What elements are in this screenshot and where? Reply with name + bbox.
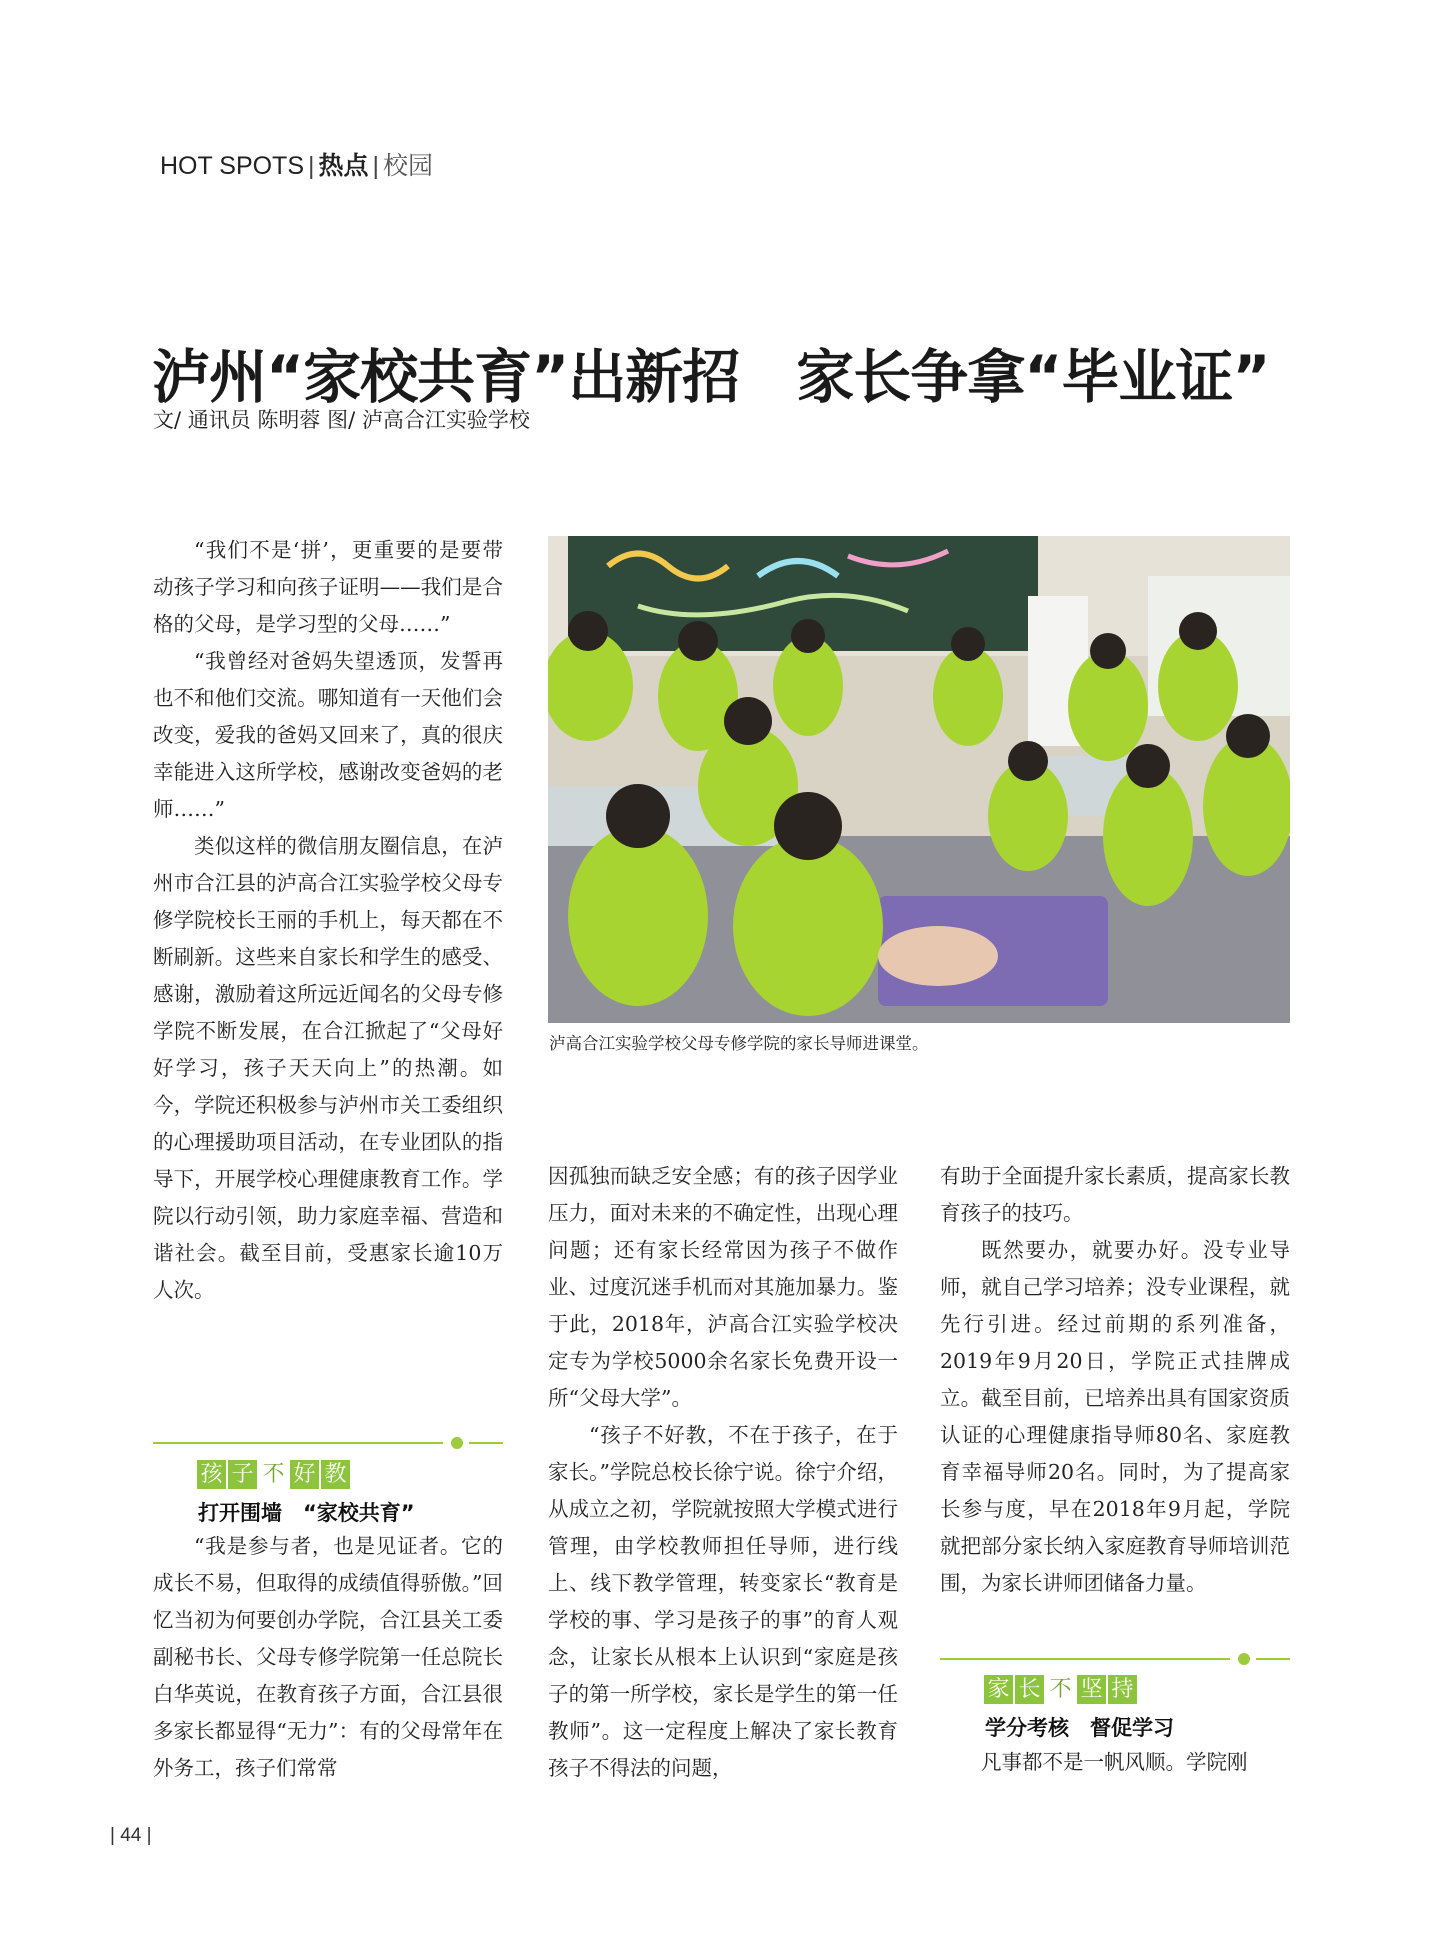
paragraph: 凡事都不是一帆风顺。学院刚 xyxy=(981,1750,1248,1774)
badge-char: 不 xyxy=(1049,1677,1072,1702)
article-title: 泸州“家校共育”出新招 家长争拿“毕业证” xyxy=(152,343,1270,411)
header-separator: | xyxy=(372,152,380,180)
badge-char: 子 xyxy=(228,1460,257,1489)
badge-char: 坚 xyxy=(1077,1675,1106,1704)
column-3 xyxy=(940,1158,1290,1602)
section-1-body xyxy=(153,1528,503,1787)
badge-char: 持 xyxy=(1108,1675,1137,1704)
paragraph: 有助于全面提升家长素质，提高家长教育孩子的技巧。 xyxy=(940,1164,1290,1225)
badge-char: 不 xyxy=(262,1462,285,1487)
page-number: | 44 | xyxy=(110,1825,152,1846)
photo-caption: 泸高合江实验学校父母专修学院的家长导师进课堂。 xyxy=(549,1034,929,1053)
section-subhead: 学分考核 督促学习 xyxy=(985,1716,1174,1740)
article-byline: 文/ 通讯员 陈明蓉 图/ 泸高合江实验学校 xyxy=(153,408,530,432)
section-divider-dot xyxy=(451,1437,463,1449)
section-divider-line xyxy=(1256,1658,1290,1660)
paragraph: “我们不是‘拼’，更重要的是要带动孩子学习和向孩子证明——我们是合格的父母，是学习型的父母……” xyxy=(153,538,503,636)
badge-char: 长 xyxy=(1015,1675,1044,1704)
page-number-value: 44 xyxy=(120,1825,142,1846)
section-badge xyxy=(984,1675,1137,1704)
paragraph: 因孤独而缺乏安全感；有的孩子因学业压力，面对未来的不确定性，出现心理问题；还有家长经常因为孩子不做作业、过度沉迷手机而对其施加暴力。鉴于此，2018年，泸高合江实验学校决定专为学校5000余名家长免费开设一所“父母大学”。 xyxy=(548,1164,898,1410)
badge-char: 好 xyxy=(290,1460,319,1489)
section-2-body xyxy=(940,1744,1290,1781)
paragraph: 类似这样的微信朋友圈信息，在泸州市合江县的泸高合江实验学校父母专修学院校长王丽的手机上，每天都在不断刷新。这些来自家长和学生的感受、感谢，激励着这所远近闻名的父母专修学院不断发展，在合江掀起了“父母好好学习，孩子天天向上”的热潮。如今，学院还积极参与泸州市关工委组织的心理援助项目活动，在专业团队的指导下，开展学校心理健康教育工作。学院以行动引领，助力家庭幸福、营造和谐社会。截至目前，受惠家长逾10万人次。 xyxy=(153,834,503,1302)
paragraph: “孩子不好教，不在于孩子，在于家长。”学院总校长徐宁说。徐宁介绍，从成立之初，学院就按照大学模式进行管理，由学校教师担任导师，进行线上、线下教学管理，转变家长“教育是学校的事、学习是孩子的事”的育人观念，让家长从根本上认识到“家庭是孩子的第一所学校，家长是学生的第一任教师”。这一定程度上解决了家长教育孩子不得法的问题， xyxy=(548,1423,898,1780)
section-badge xyxy=(197,1460,350,1489)
section-divider-line xyxy=(940,1658,1230,1660)
section-divider-line xyxy=(153,1442,443,1444)
section-divider-dot xyxy=(1238,1653,1250,1665)
header-hot-cn: 热点 xyxy=(318,151,369,180)
badge-char: 家 xyxy=(984,1675,1013,1704)
section-divider-line xyxy=(469,1442,503,1444)
paragraph: “我是参与者，也是见证者。它的成长不易，但取得的成绩值得骄傲。”回忆当初为何要创办学院，合江县关工委副秘书长、父母专修学院第一任总院长白华英说，在教育孩子方面，合江县很多家长都显得“无力”：有的父母常年在外务工，孩子们常常 xyxy=(153,1534,503,1780)
paragraph: “我曾经对爸妈失望透顶，发誓再也不和他们交流。哪知道有一天他们会改变，爱我的爸妈又回来了，真的很庆幸能进入这所学校，感谢改变爸妈的老师……” xyxy=(153,649,503,821)
section-subhead: 打开围墙 “家校共育” xyxy=(198,1501,415,1525)
header-hot-spots: HOT SPOTS xyxy=(160,152,305,180)
badge-char: 教 xyxy=(321,1460,350,1489)
classroom-photo xyxy=(548,536,1290,1023)
header-separator: | xyxy=(308,152,315,180)
header-campus: 校园 xyxy=(383,151,434,180)
paragraph: 既然要办，就要办好。没专业导师，就自己学习培养；没专业课程，就先行引进。经过前期的系列准备，2019年9月20日，学院正式挂牌成立。截至目前，已培养出具有国家资质认证的心理健康指导师80名、家庭教育幸福导师20名。同时，为了提高家长参与度，早在2018年9月起，学院就把部分家长纳入家庭教育导师培训范围，为家长讲师团储备力量。 xyxy=(940,1238,1290,1595)
column-1 xyxy=(153,532,503,1309)
badge-char: 孩 xyxy=(197,1460,226,1489)
column-2 xyxy=(548,1158,898,1787)
section-header xyxy=(160,146,433,182)
